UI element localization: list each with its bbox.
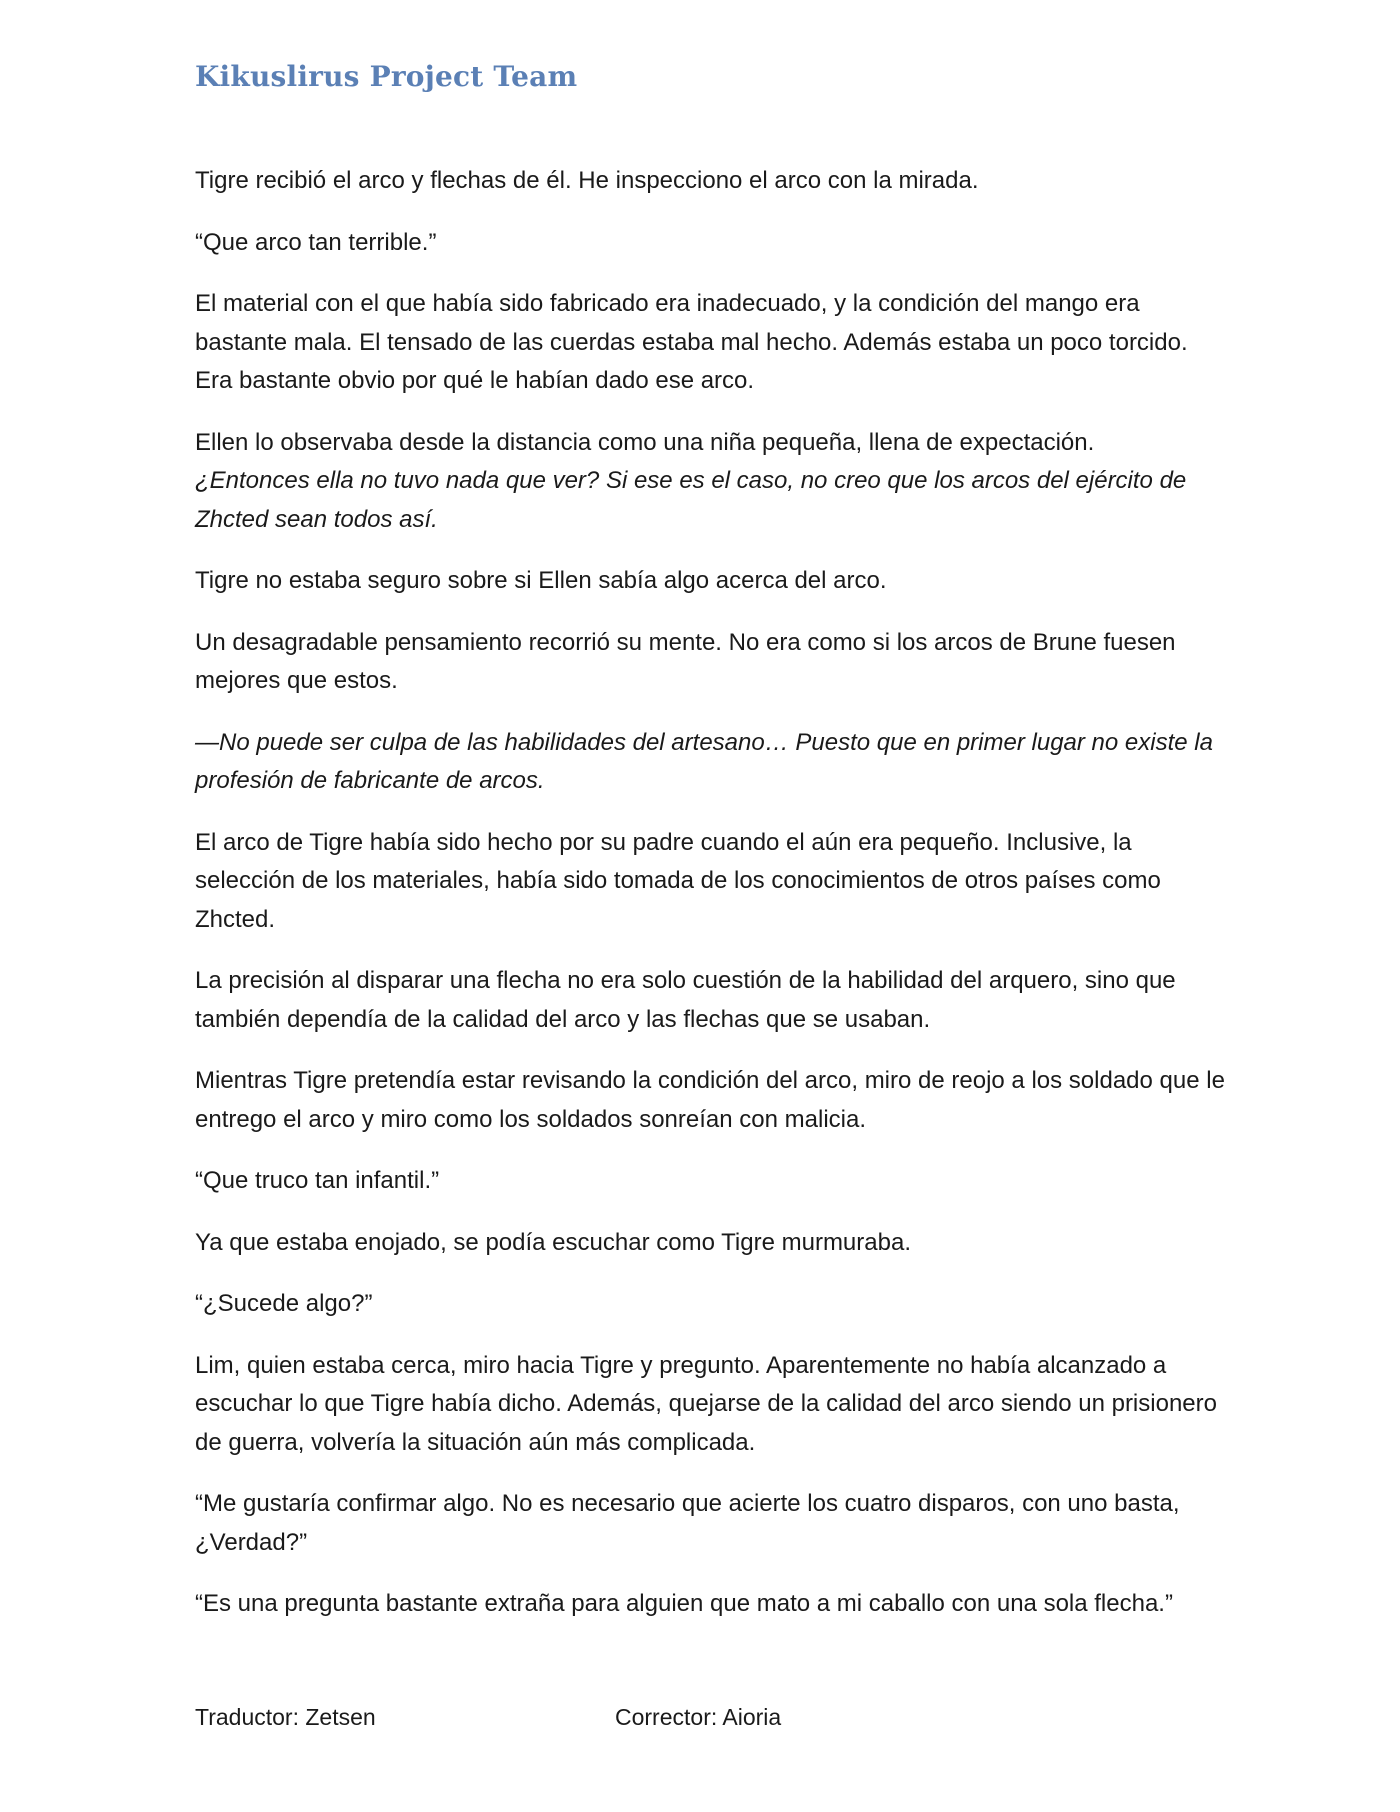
paragraph-4	[195, 424, 1225, 540]
paragraph-13: “¿Sucede algo?”	[195, 1290, 373, 1317]
corrector-credit: Corrector: Aioria	[615, 1704, 782, 1730]
paragraph-5: Tigre no estaba seguro sobre si Ellen sabía algo acerca del arco.	[195, 567, 887, 594]
paragraph-11: “Que truco tan infantil.”	[195, 1167, 440, 1194]
paragraph-3: El material con el que había sido fabricado era inadecuado, y la condición del mango era bastante mala. El tensado de las cuerdas estaba mal hecho. Además estaba un poco torcido. Era bastante obvio por qué le habían dado ese arco.	[195, 290, 1188, 394]
paragraph-1: Tigre recibió el arco y flechas de él. He inspecciono el arco con la mirada.	[195, 167, 979, 194]
document-body	[195, 162, 1225, 1647]
paragraph-14: Lim, quien estaba cerca, miro hacia Tigre y pregunto. Aparentemente no había alcanzado a escuchar lo que Tigre había dicho. Además, quejarse de la calidad del arco siendo un prisionero de guerra, volvería la situación aún más complicada.	[195, 1351, 1217, 1456]
paragraph-15: “Me gustaría confirmar algo. No es necesario que acierte los cuatro disparos, con uno basta, ¿Verdad?”	[195, 1490, 1180, 1556]
paragraph-4-text: Ellen lo observaba desde la distancia como una niña pequeña, llena de expectación.	[195, 428, 1095, 456]
paragraph-8: El arco de Tigre había sido hecho por su padre cuando el aún era pequeño. Inclusive, la selección de los materiales, había sido tomada de los conocimientos de otros países como Zhcted.	[195, 828, 1161, 933]
paragraph-7: —No puede ser culpa de las habilidades del artesano… Puesto que en primer lugar no existe la profesión de fabricante de arcos.	[195, 728, 1213, 794]
paragraph-10: Mientras Tigre pretendía estar revisando la condición del arco, miro de reojo a los soldado que le entrego el arco y miro como los soldados sonreían con malicia.	[195, 1067, 1225, 1133]
paragraph-16: “Es una pregunta bastante extraña para alguien que mato a mi caballo con una sola flecha.”	[195, 1590, 1173, 1617]
translator-credit: Traductor: Zetsen	[195, 1704, 376, 1730]
paragraph-12: Ya que estaba enojado, se podía escuchar como Tigre murmuraba.	[195, 1228, 911, 1256]
paragraph-6: Un desagradable pensamiento recorrió su mente. No era como si los arcos de Brune fuesen mejores que estos.	[195, 628, 1176, 694]
paragraph-4-italic-text: ¿Entonces ella no tuvo nada que ver? Si ese es el caso, no creo que los arcos del ejército de Zhcted sean todos así.	[195, 467, 1187, 533]
header-title: Kikuslirus Project Team	[195, 60, 578, 93]
paragraph-9: La precisión al disparar una flecha no era solo cuestión de la habilidad del arquero, sino que también dependía de la calidad del arco y las flechas que se usaban.	[195, 967, 1176, 1033]
paragraph-2: “Que arco tan terrible.”	[195, 228, 437, 256]
